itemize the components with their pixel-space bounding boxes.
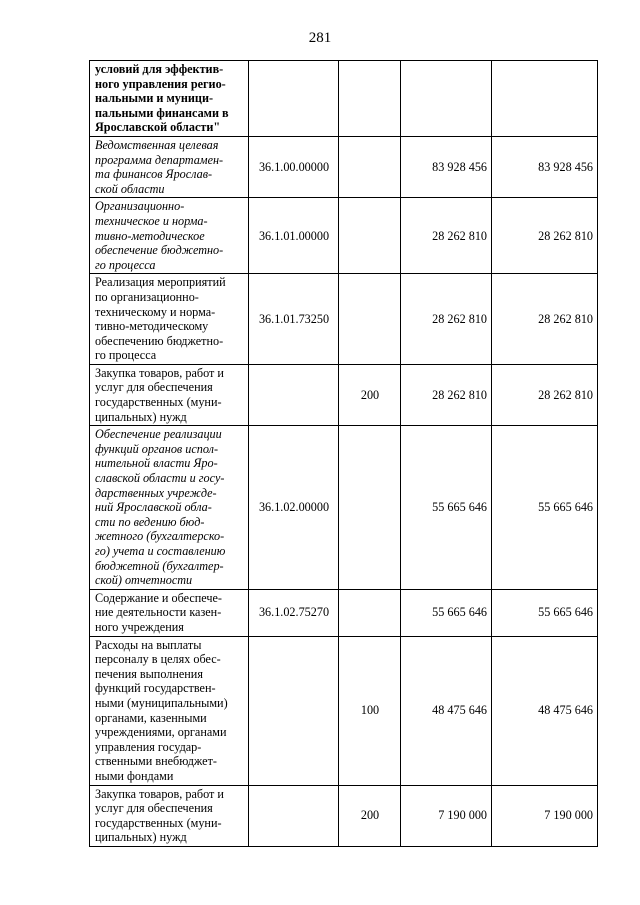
row-expense-type — [339, 426, 401, 590]
row-amount-2: 55 665 646 — [492, 426, 598, 590]
row-expense-type — [339, 136, 401, 197]
row-amount-1 — [401, 61, 492, 137]
row-name: Закупка товаров, работ и услуг для обеспечения государственных (муни- ципальных) нужд — [90, 785, 249, 846]
row-name: Содержание и обеспече- ние деятельности казен- ного учреждения — [90, 589, 249, 636]
row-name: Ведомственная целевая программа департамен- та финансов Ярослав- ской области — [90, 136, 249, 197]
row-expense-type — [339, 274, 401, 365]
row-target-code — [249, 785, 339, 846]
table-row — [90, 364, 598, 425]
row-amount-2 — [492, 61, 598, 137]
row-amount-1: 28 262 810 — [401, 364, 492, 425]
row-target-code — [249, 636, 339, 785]
row-expense-type — [339, 589, 401, 636]
table-row — [90, 198, 598, 274]
row-target-code: 36.1.02.00000 — [249, 426, 339, 590]
table-row — [90, 426, 598, 590]
row-amount-1: 28 262 810 — [401, 198, 492, 274]
table-row — [90, 61, 598, 137]
row-amount-1: 55 665 646 — [401, 426, 492, 590]
row-amount-2: 55 665 646 — [492, 589, 598, 636]
row-expense-type: 200 — [339, 364, 401, 425]
page-number: 281 — [308, 30, 332, 46]
row-amount-2: 28 262 810 — [492, 198, 598, 274]
row-name: Расходы на выплаты персоналу в целях обес- печения выполнения функций государствен- ными (муниципальными) органами, казенными учреждениями, органами управления государ- ственными внебюджет- ными фондами — [90, 636, 249, 785]
row-amount-2: 48 475 646 — [492, 636, 598, 785]
row-target-code — [249, 61, 339, 137]
row-name: Закупка товаров, работ и услуг для обеспечения государственных (муни- ципальных) нужд — [90, 364, 249, 425]
budget-table — [89, 60, 598, 847]
row-amount-1: 28 262 810 — [401, 274, 492, 365]
row-amount-1: 83 928 456 — [401, 136, 492, 197]
table-row — [90, 136, 598, 197]
row-target-code: 36.1.01.00000 — [249, 198, 339, 274]
row-amount-2: 28 262 810 — [492, 274, 598, 365]
row-name: условий для эффектив- ного управления регио- нальными и муници- пальными финансами в Ярославской области" — [90, 61, 249, 137]
row-amount-2: 28 262 810 — [492, 364, 598, 425]
row-target-code — [249, 364, 339, 425]
row-expense-type: 200 — [339, 785, 401, 846]
row-expense-type — [339, 61, 401, 137]
row-amount-2: 7 190 000 — [492, 785, 598, 846]
table-row — [90, 589, 598, 636]
table-row — [90, 274, 598, 365]
row-target-code: 36.1.00.00000 — [249, 136, 339, 197]
table-row — [90, 785, 598, 846]
row-name: Обеспечение реализации функций органов испол- нительной власти Яро- славской области и госу- дарственных учрежде- ний Ярославской обла- сти по ведению бюд- жетного (бухгалтерско- го) учета и составлению бюджетной (бухгалтер- ской) отчетности — [90, 426, 249, 590]
row-target-code: 36.1.02.75270 — [249, 589, 339, 636]
budget-table-body — [90, 61, 598, 847]
row-amount-2: 83 928 456 — [492, 136, 598, 197]
table-row — [90, 636, 598, 785]
row-expense-type — [339, 198, 401, 274]
row-target-code: 36.1.01.73250 — [249, 274, 339, 365]
row-amount-1: 48 475 646 — [401, 636, 492, 785]
row-amount-1: 7 190 000 — [401, 785, 492, 846]
row-name: Организационно- техническое и норма- тивно-методическое обеспечение бюджетно- го процесса — [90, 198, 249, 274]
row-name: Реализация мероприятий по организационно- техническому и норма- тивно-методическому обеспечению бюджетно- го процесса — [90, 274, 249, 365]
row-expense-type: 100 — [339, 636, 401, 785]
row-amount-1: 55 665 646 — [401, 589, 492, 636]
